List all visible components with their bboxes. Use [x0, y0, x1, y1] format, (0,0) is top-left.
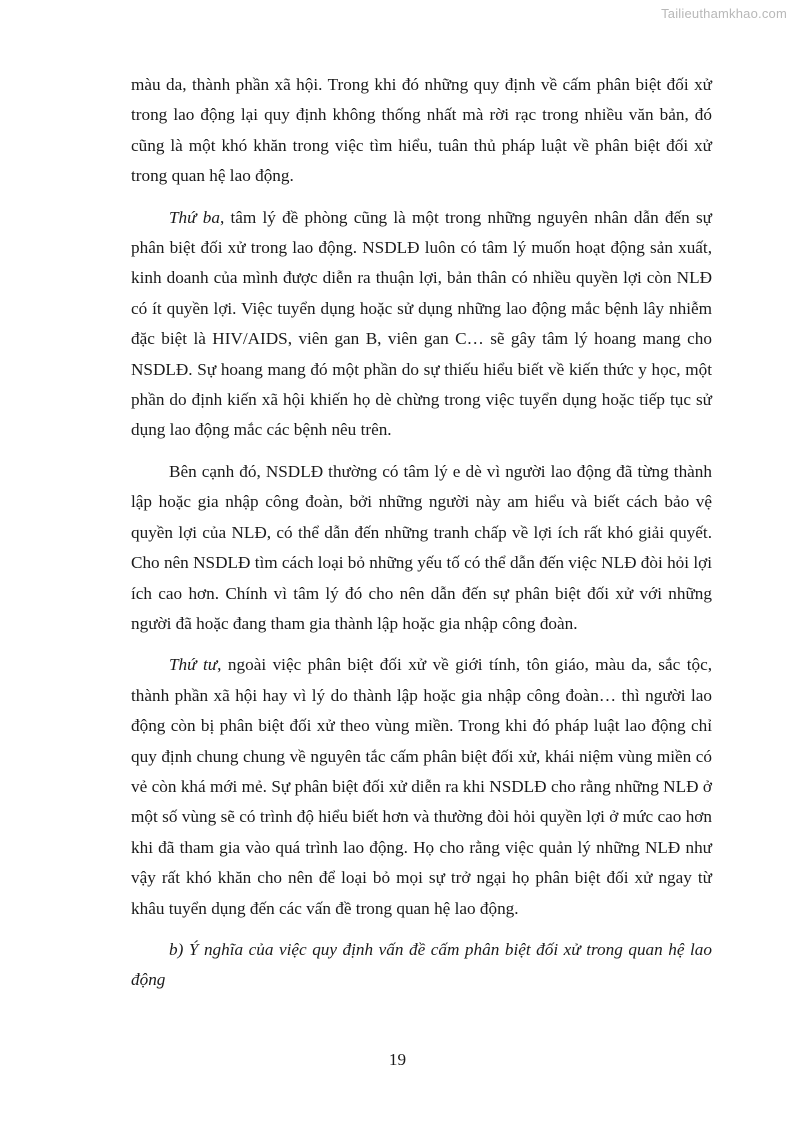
- paragraph-3: [131, 457, 712, 639]
- paragraph-2-text: , tâm lý đề phòng cũng là một trong những nguyên nhân dẫn đến sự phân biệt đối xử trong lao động. NSDLĐ luôn có tâm lý muốn hoạt động sản xuất, kinh doanh của mình được diễn ra thuận lợi, bản thân có nhiều quyền lợi còn NLĐ có ít quyền lợi. Việc tuyển dụng hoặc sử dụng những lao động mắc bệnh lây nhiễm đặc biệt là HIV/AIDS, viên gan B, viên gan C… sẽ gây tâm lý hoang mang cho NSDLĐ. Sự hoang mang đó một phần do sự thiếu hiểu biết về kiến thức y học, một phần do định kiến xã hội khiến họ dè chừng trong việc tuyển dụng hoặc tiếp tục sử dụng lao động mắc các bệnh nêu trên.: [131, 207, 713, 440]
- paragraph-4: [131, 650, 712, 924]
- paragraph-2: [131, 203, 712, 446]
- document-body: [131, 70, 712, 1007]
- paragraph-1: [131, 70, 712, 192]
- paragraph-2-lead: Thứ ba: [169, 207, 220, 227]
- section-heading: b) Ý nghĩa của việc quy định vấn đề cấm phân biệt đối xử trong quan hệ lao động: [131, 939, 712, 990]
- paragraph-3-text: Bên cạnh đó, NSDLĐ thường có tâm lý e dè vì người lao động đã từng thành lập hoặc gia nhập công đoàn, bởi những người này am hiểu và biết cách bảo vệ quyền lợi của NLĐ, có thể dẫn đến những tranh chấp về lợi ích rất khó giải quyết. Cho nên NSDLĐ tìm cách loại bỏ những yếu tố có thể dẫn đến việc NLĐ đòi hỏi lợi ích cao hơn. Chính vì tâm lý đó cho nên dẫn đến sự phân biệt đối xử với những người đã hoặc đang tham gia thành lập hoặc gia nhập công đoàn.: [131, 461, 712, 633]
- paragraph-4-lead: Thứ tư: [169, 655, 218, 675]
- watermark: Tailieuthamkhao.com: [661, 6, 787, 21]
- paragraph-1-text: màu da, thành phần xã hội. Trong khi đó những quy định về cấm phân biệt đối xử trong lao động lại quy định không thống nhất mà rời rạc trong nhiều văn bản, đó cũng là một khó khăn trong việc tìm hiểu, tuân thủ pháp luật về phân biệt đối xử trong quan hệ lao động.: [131, 75, 712, 186]
- paragraph-4-text: , ngoài việc phân biệt đối xử về giới tính, tôn giáo, màu da, sắc tộc, thành phần xã hội hay vì lý do thành lập hoặc gia nhập công đoàn… thì người lao động còn bị phân biệt đối xử theo vùng miền. Trong khi đó pháp luật lao động chỉ quy định chung chung về nguyên tắc cấm phân biệt đối xử, khái niệm vùng miền có vẻ còn khá mới mẻ. Sự phân biệt đối xử diễn ra khi NSDLĐ cho rằng những NLĐ ở một số vùng sẽ có trình độ hiểu biết hơn và thường đòi hỏi quyền lợi ở mức cao hơn khi đã tham gia vào quá trình lao động. Họ cho rằng việc quản lý những NLĐ như vậy rất khó khăn cho nên để loại bỏ mọi sự trở ngại họ phân biệt đối xử ngay từ khâu tuyển dụng đến các vấn đề trong quan hệ lao động.: [131, 655, 712, 918]
- page-number: 19: [388, 1050, 407, 1069]
